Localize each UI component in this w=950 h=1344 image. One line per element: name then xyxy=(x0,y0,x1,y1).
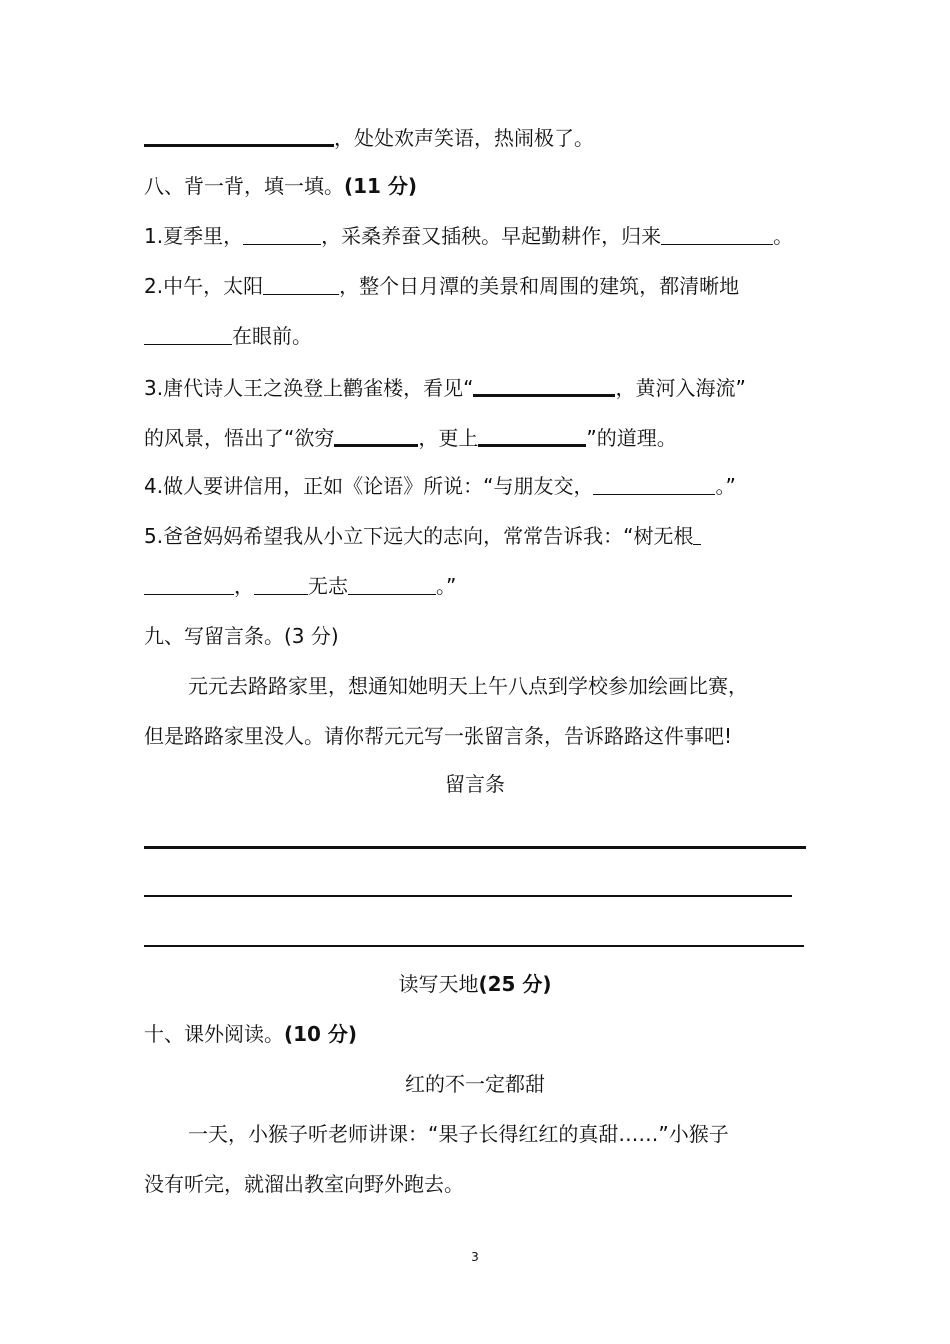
question-5: 5.爸爸妈妈希望我从小立下远大的志向，常常告诉我：“树无根 xyxy=(144,522,701,550)
story-line-2: 没有听完，就溜出教室向野外跑去。 xyxy=(144,1172,464,1196)
writing-line[interactable] xyxy=(144,895,792,897)
fill-line-top: ，处处欢声笑语，热闹极了。 xyxy=(144,122,594,150)
question-2: 2.中午，太阳 ，整个日月潭的美景和周围的建筑，都清晰地 xyxy=(144,274,740,298)
section-8-heading: 八、背一背，填一填。(11 分) xyxy=(144,174,418,198)
blank-field[interactable] xyxy=(243,222,321,245)
blank-field[interactable] xyxy=(348,572,436,595)
story-title: 红的不一定都甜 xyxy=(405,1072,545,1096)
question-4: 4.做人要讲信用，正如《论语》所说：“与朋友交， 。” xyxy=(144,474,736,498)
story-line-1: 一天，小猴子听老师讲课：“果子长得红红的真甜……”小猴子 xyxy=(188,1122,729,1146)
question-3: 3.唐代诗人王之涣登上鹳雀楼，看见“ ，黄河入海流” xyxy=(144,372,746,400)
blank-field[interactable] xyxy=(473,372,615,397)
blank-field[interactable] xyxy=(144,322,232,345)
note-title: 留言条 xyxy=(445,772,505,796)
section-9-paragraph-line-1: 元元去路路家里，想通知她明天上午八点到学校参加绘画比赛， xyxy=(188,674,748,698)
blank-field[interactable] xyxy=(263,272,339,295)
blank-field[interactable] xyxy=(144,572,234,595)
section-9-heading: 九、写留言条。(3 分) xyxy=(144,624,339,648)
section-10-heading: 十、课外阅读。(10 分) xyxy=(144,1022,358,1046)
blank-field[interactable] xyxy=(254,572,308,595)
blank-field[interactable] xyxy=(593,472,715,495)
writing-line[interactable] xyxy=(144,945,804,947)
section-9-paragraph-line-2: 但是路路家里没人。请你帮元元写一张留言条，告诉路路这件事吧! xyxy=(144,724,733,748)
question-5-cont: ， 无志 。” xyxy=(144,572,456,600)
blank-field[interactable] xyxy=(693,522,701,545)
blank-field[interactable] xyxy=(334,422,418,447)
blank-field[interactable] xyxy=(478,422,586,447)
page-number: 3 xyxy=(471,1250,479,1264)
question-2-cont: 在眼前。 xyxy=(144,322,312,350)
reading-section-heading: 读写天地(25 分) xyxy=(398,972,552,996)
blank-field[interactable] xyxy=(661,222,773,245)
question-3-cont: 的风景，悟出了“欲穷 ，更上 ”的道理。 xyxy=(144,422,677,450)
question-1: 1.夏季里， ，采桑养蚕又插秧。早起勤耕作，归来 。 xyxy=(144,224,794,248)
blank-field[interactable] xyxy=(144,122,334,147)
writing-line[interactable] xyxy=(144,846,806,849)
